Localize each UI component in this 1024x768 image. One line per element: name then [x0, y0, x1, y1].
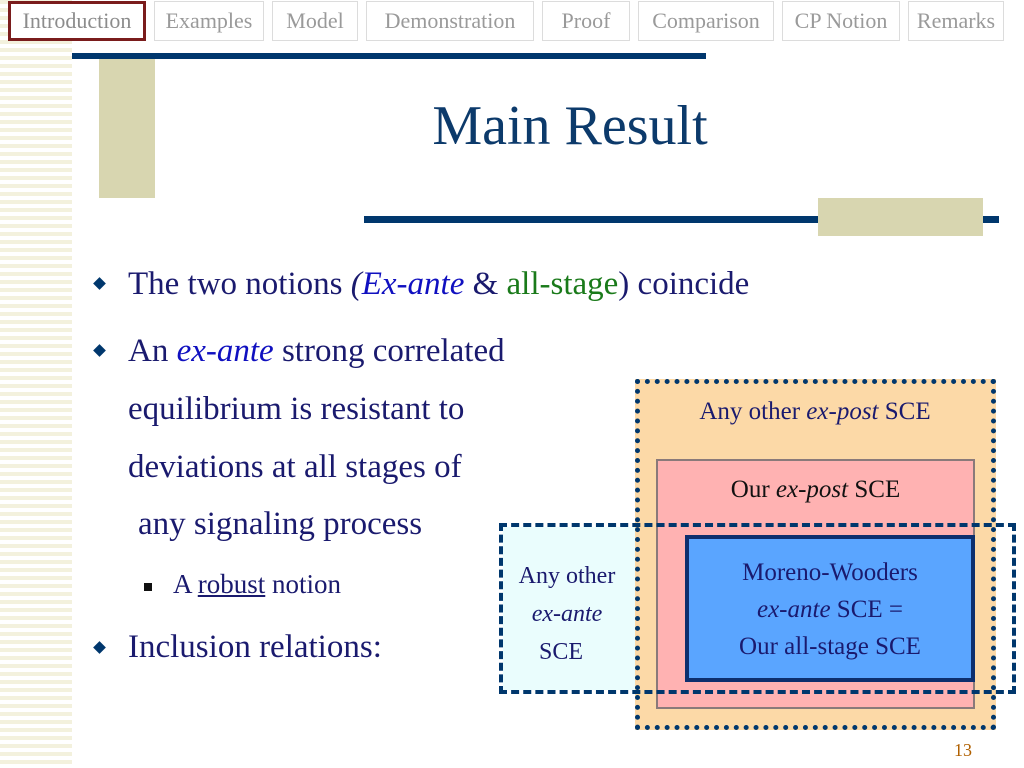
khaki-accent-horizontal — [818, 198, 983, 236]
any-other-ex-ante-line-2: ex-ante — [531, 601, 603, 627]
pink-label-post: SCE — [848, 476, 901, 503]
khaki-accent-vertical — [99, 59, 155, 198]
slide-title: Main Result — [432, 95, 708, 157]
bullet-diamond-icon — [93, 277, 106, 290]
bullet-1 — [128, 268, 749, 301]
top-navigation — [8, 1, 1004, 45]
bullet-2-ex-ante: ex-ante — [176, 333, 274, 369]
sub-bullet-robust: robust — [197, 569, 266, 599]
bullet-2-line-1 — [128, 335, 505, 368]
nav-tab-model[interactable]: Model — [272, 1, 358, 41]
nav-tab-examples[interactable]: Examples — [154, 1, 264, 41]
left-decorative-stripes — [0, 0, 72, 768]
moreno-wooders-line-3: Our all-stage SCE — [739, 633, 921, 660]
blue-line-2-em: ex-ante — [756, 596, 831, 623]
bullet-2-line-2: equilibrium is resistant to — [128, 391, 465, 427]
moreno-wooders-line-1: Moreno-Wooders — [742, 559, 918, 586]
page-number: 13 — [954, 740, 972, 760]
nav-tab-cp-notion[interactable]: CP Notion — [782, 1, 900, 41]
outer-label-post: SCE — [878, 398, 931, 425]
pink-label-em: ex-post — [775, 476, 849, 503]
moreno-wooders-line-2 — [689, 596, 971, 624]
bullet-1-all-stage: all-stage — [506, 266, 619, 302]
bullet-1-post: coincide — [629, 266, 750, 302]
bullet-1-pre: The two notions — [128, 266, 351, 302]
nav-tab-introduction[interactable]: Introduction — [8, 1, 146, 41]
sub-bullet-square-icon — [144, 583, 152, 591]
title-bar-top — [72, 53, 706, 59]
sub-bullet-post: notion — [265, 569, 342, 599]
any-other-ex-ante-line-3: SCE — [538, 639, 583, 665]
any-other-ex-ante-line-1: Any other — [518, 563, 616, 589]
bullet-1-amp: & — [464, 266, 507, 302]
nav-tab-demonstration[interactable]: Demonstration — [366, 1, 534, 41]
any-other-ex-post-label — [640, 398, 990, 426]
bullet-diamond-icon — [93, 641, 106, 654]
bullet-1-paren-open: ( — [350, 266, 362, 302]
bullet-1-paren-close: ) — [618, 266, 630, 302]
bullet-3: Inclusion relations: — [128, 629, 382, 665]
bullet-2-line-4: any signaling process — [138, 506, 423, 542]
nav-tab-proof[interactable]: Proof — [542, 1, 630, 41]
outer-label-em: ex-post — [806, 398, 879, 425]
pink-label-pre: Our — [730, 476, 776, 503]
outer-label-pre: Any other — [699, 398, 807, 425]
sub-bullet — [173, 569, 341, 600]
blue-line-2-post: SCE = — [830, 596, 903, 623]
bullet-diamond-icon — [93, 344, 106, 357]
bullet-2-line-3: deviations at all stages of — [128, 449, 462, 485]
bullet-2-line-1-rest: strong correlated — [273, 333, 505, 369]
nav-tab-comparison[interactable]: Comparison — [638, 1, 774, 41]
sub-bullet-pre: A — [173, 569, 198, 599]
bullet-2-pre: An — [128, 333, 177, 369]
bullet-1-ex-ante: Ex-ante — [361, 266, 465, 302]
our-ex-post-label — [658, 476, 973, 504]
nav-tab-remarks[interactable]: Remarks — [908, 1, 1004, 41]
